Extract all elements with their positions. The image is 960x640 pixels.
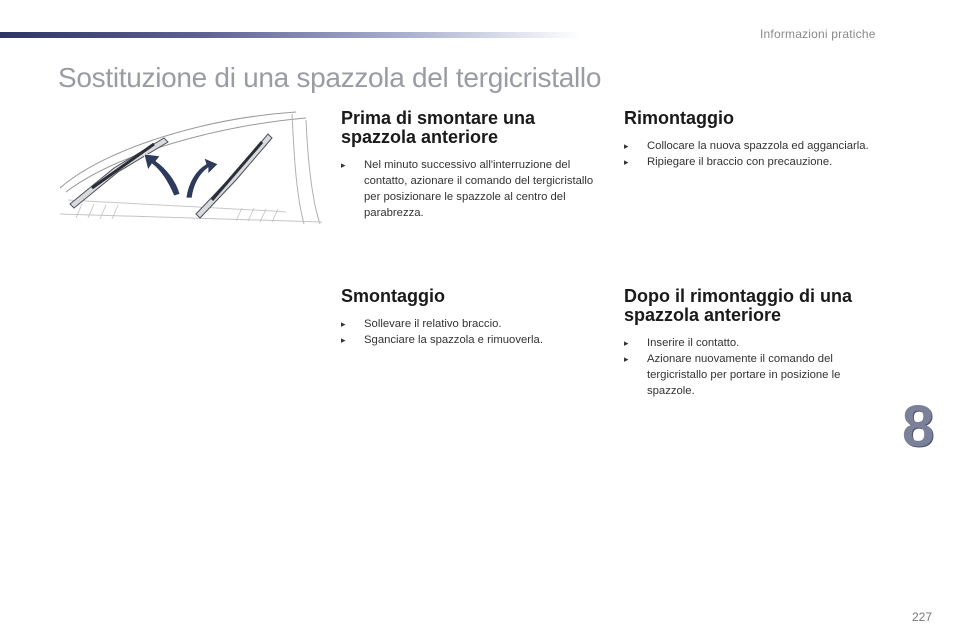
arrow-bullet-icon: ▸	[624, 141, 629, 151]
section-removal	[341, 287, 606, 348]
left-wiper-arm	[70, 138, 168, 208]
arrow-bullet-icon: ▸	[624, 338, 629, 348]
arrow-bullet-icon: ▸	[624, 354, 629, 364]
section-heading: Dopo il rimontaggio di una spazzola anteriore	[624, 286, 852, 325]
list-item: ▸ Inserire il contatto.	[624, 337, 740, 349]
instruction-list	[341, 157, 606, 221]
arrow-bullet-icon: ▸	[341, 335, 346, 345]
page-title: Sostituzione di una spazzola del tergicristallo	[58, 62, 602, 93]
list-item: ▸ Sollevare il relativo braccio.	[341, 318, 502, 330]
section-refitting	[624, 109, 889, 170]
right-wiper-arm	[196, 134, 272, 218]
list-item: ▸ Ripiegare il braccio con precauzione.	[624, 156, 833, 168]
list-item: ▸ Nel minuto successivo all'interruzione del contatto, azionare il comando del tergicristallo per posizionare le spazzole al centro del parabrezza.	[341, 159, 594, 219]
instruction-list	[624, 138, 889, 170]
raise-arrow-right-icon	[186, 158, 218, 198]
arrow-bullet-icon: ▸	[341, 160, 346, 170]
list-item: ▸ Azionare nuovamente il comando del tergicristallo per portare in posizione le spazzole.	[624, 353, 841, 397]
windshield-wiper-illustration	[56, 104, 322, 228]
section-after-refitting	[624, 287, 889, 399]
page-number: 227	[912, 610, 933, 624]
list-item: ▸ Collocare la nuova spazzola ed agganciarla.	[624, 140, 869, 152]
section-heading: Prima di smontare una spazzola anteriore	[341, 108, 536, 147]
header-accent-bar	[0, 32, 580, 38]
section-heading: Smontaggio	[341, 286, 445, 306]
raise-arrow-left-icon	[144, 154, 180, 196]
instruction-list	[341, 316, 606, 348]
section-before-removal	[341, 109, 606, 221]
section-heading: Rimontaggio	[624, 108, 734, 128]
instruction-list	[624, 335, 889, 399]
list-item: ▸ Sganciare la spazzola e rimuoverla.	[341, 334, 543, 346]
arrow-bullet-icon: ▸	[624, 157, 629, 167]
section-header: Informazioni pratiche	[760, 27, 876, 41]
arrow-bullet-icon: ▸	[341, 319, 346, 329]
chapter-number: 8	[902, 394, 935, 459]
